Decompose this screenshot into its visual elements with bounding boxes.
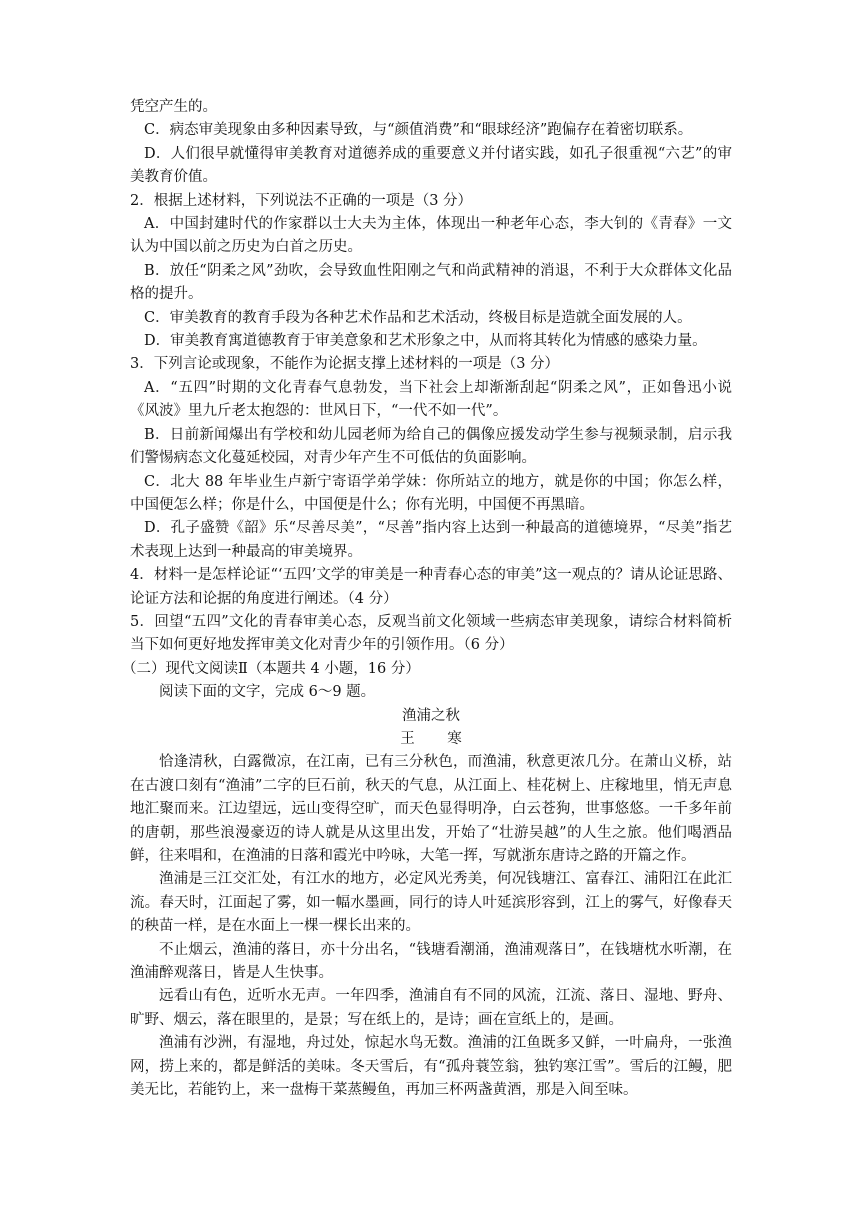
- paragraph: 不止烟云，渔浦的落日，亦十分出名，“钱塘看潮涌，渔浦观落日”，在钱塘枕水听潮，在渔浦醉观落日，皆是人生快事。: [130, 941, 732, 982]
- option-3a: A．“五四”时期的文化青春气息勃发，当下社会上却渐渐刮起“阴柔之风”，正如鲁迅小说《风波》里九斤老太抱怨的：世风日下，“一代不如一代”。: [130, 379, 732, 420]
- option-3d: D．孔子盛赞《韶》乐“尽善尽美”，“尽善”指内容上达到一种最高的道德境界，“尽美”指艺术表现上达到一种最高的审美境界。: [130, 520, 732, 560]
- paragraph: 渔浦有沙洲，有湿地，舟过处，惊起水鸟无数。渔浦的江鱼既多又鲜，一叶扁舟，一张渔网，捞上来的，都是鲜活的美味。冬天雪后，有“孤舟蓑笠翁，独钓寒江雪”。雪后的江鳗，肥美无比，若能钓上，来一盘梅干菜蒸鳗鱼，再加三杯两盏黄酒，那是入间至味。: [130, 1035, 732, 1099]
- question-3: 3．下列言论或现象，不能作为论据支撑上述材料的一项是（3 分）: [130, 356, 560, 373]
- paragraph: 远看山有色，近听水无声。一年四季，渔浦自有不同的风流，江流、落日、湿地、野舟、旷野、烟云，落在眼里的，是景；写在纸上的，是诗；画在宣纸上的，是画。: [130, 988, 732, 1028]
- question-5: 5．回望“五四”文化的青春审美心态，反观当前文化领域一些病态审美现象，请综合材料简析当下如何更好地发挥审美文化对青少年的引领作用。（6 分）: [130, 613, 732, 654]
- option-3b: B．日前新闻爆出有学校和幼儿园老师为给自己的偶像应援发动学生参与视频录制，启示我们警惕病态文化蔓延校园，对青少年产生不可低估的负面影响。: [130, 426, 732, 467]
- paragraph: 恰逢清秋，白露微凉，在江南，已有三分秋色，而渔浦，秋意更浓几分。在萧山义桥，站在古渡口刻有“渔浦”二字的巨石前，秋天的气息，从江面上、桂花树上、庄稼地里，悄无声息地汇聚而来。江边望远，远山变得空旷，而天色显得明净，白云苍狗，世事悠悠。一千多年前的唐朝，那些浪漫豪迈的诗人就是从这里出发，开始了“壮游吴越”的人生之旅。他们喝酒品鲜，往来唱和，在渔浦的日落和霞光中吟咏，大笔一挥，写就浙东唐诗之路的开篇之作。: [130, 754, 732, 864]
- text-line: 凭空产生的。: [130, 99, 217, 115]
- option-2b: B．放任“阴柔之风”劲吹，会导致血性阳刚之气和尚武精神的消退，不利于大众群体文化品格的提升。: [130, 262, 732, 303]
- option-2a: A．中国封建时代的作家群以士大夫为主体，体现出一种老年心态，李大钊的《青春》一文认为中国以前之历史为白首之历史。: [130, 216, 732, 256]
- article-author: [130, 728, 732, 751]
- article-title: 渔浦之秋: [402, 707, 460, 724]
- author-name: 王 寒: [400, 730, 476, 747]
- option-1d: D．人们很早就懂得审美教育对道德养成的重要意义并付诸实践，如孔子很重视“六艺”的审美教育价值。: [130, 145, 732, 186]
- option-3c: C．北大 88 年毕业生卢新宁寄语学弟学妹：你所站立的地方，就是你的中国；你怎么样，中国便怎么样；你是什么，中国便是什么；你有光明，中国便不再黑暗。: [130, 473, 732, 513]
- option-1c: C．病态审美现象由多种因素导致，与“颜值消费”和“眼球经济”跑偏存在着密切联系。: [144, 122, 693, 139]
- instruction: 阅读下面的文字，完成 6～9 题。: [159, 684, 376, 701]
- option-2c: C．审美教育的教育手段为各种艺术作品和艺术活动，终极目标是造就全面发展的人。: [144, 309, 692, 326]
- section-heading: （二）现代文阅读Ⅱ（本题共 4 小题，16 分）: [122, 660, 420, 677]
- paragraph: 渔浦是三江交汇处，有江水的地方，必定风光秀美，何况钱塘江、富春江、浦阳江在此汇流。春天时，江面起了雾，如一幅水墨画，同行的诗人叶延滨形容到，江上的雾气，好像春天的秧苗一样，是在水面上一棵一棵长出来的。: [130, 871, 732, 935]
- question-2: 2．根据上述材料，下列说法不正确的一项是（3 分）: [130, 192, 473, 209]
- option-2d: D．审美教育寓道德教育于审美意象和艺术形象之中，从而将其转化为情感的感染力量。: [144, 333, 707, 350]
- question-4: 4．材料一是怎样论证“‘五四’文学的审美是一种青春心态的审美”这一观点的？请从论证思路、论证方法和论据的角度进行阐述。（4 分）: [130, 567, 732, 607]
